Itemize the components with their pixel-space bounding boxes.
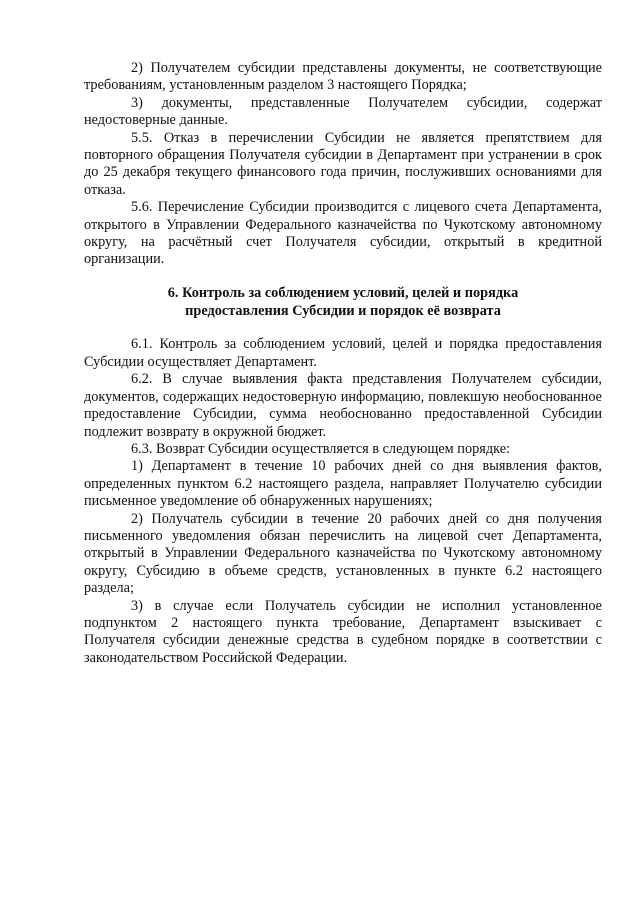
section-6-heading: [84, 285, 602, 321]
paragraph-6-3-item-2: 2) Получатель субсидии в течение 20 рабочих дней со дня получения письменного уведомления обязан перечислить на лицевой счет Департамента, открытый в Управлении Федерального казначейства по Чукотскому автономному округу, Субсидию в объеме средств, установленных в пункте 6.2 настоящего раздела;: [84, 510, 602, 597]
paragraph-6-3-item-3: 3) в случае если Получатель субсидии не исполнил установленное подпунктом 2 настоящего пункта требование, Департамент взыскивает с Получателя субсидии денежные средства в судебном порядке в соответствии с законодательством Российской Федерации.: [84, 597, 602, 666]
paragraph-refusal-reason-2: 2) Получателем субсидии представлены документы, не соответствующие требованиям, установленным разделом 3 настоящего Порядка;: [84, 60, 602, 94]
paragraph-5-6: 5.6. Перечисление Субсидии производится с лицевого счета Департамента, открытого в Управлении Федерального казначейства по Чукотскому автономному округу, на расчётный счет Получателя субсидии, открытый в кредитной организации.: [84, 199, 602, 268]
paragraph-6-3: 6.3. Возврат Субсидии осуществляется в следующем порядке:: [131, 440, 511, 457]
paragraph-6-2: 6.2. В случае выявления факта представления Получателем субсидии, документов, содержащих недостоверную информацию, повлекшую необоснованное предоставление Субсидии, сумма необоснованно предоставленной Субсидии подлежит возврату в окружной бюджет.: [84, 371, 602, 440]
paragraph-6-3-item-1: 1) Департамент в течение 10 рабочих дней со дня выявления фактов, определенных пунктом 6.2 настоящего раздела, направляет Получателю субсидии письменное уведомление об обнаруженных нарушениях;: [84, 458, 602, 510]
paragraph-5-5: 5.5. Отказ в перечислении Субсидии не является препятствием для повторного обращения Получателя субсидии в Департамент при устранении в срок до 25 декабря текущего финансового года причин, послуживших основаниями для отказа.: [84, 129, 602, 198]
document-page: [84, 60, 602, 667]
paragraph-refusal-reason-3: 3) документы, представленные Получателем субсидии, содержат недостоверные данные.: [84, 94, 602, 129]
section-6-heading-line-1: 6. Контроль за соблюдением условий, целей и порядка: [167, 284, 519, 301]
section-6-heading-line-2: предоставления Субсидии и порядок её возврата: [185, 302, 501, 319]
paragraph-6-1: 6.1. Контроль за соблюдением условий, целей и порядка предоставления Субсидии осуществляет Департамент.: [84, 336, 602, 370]
